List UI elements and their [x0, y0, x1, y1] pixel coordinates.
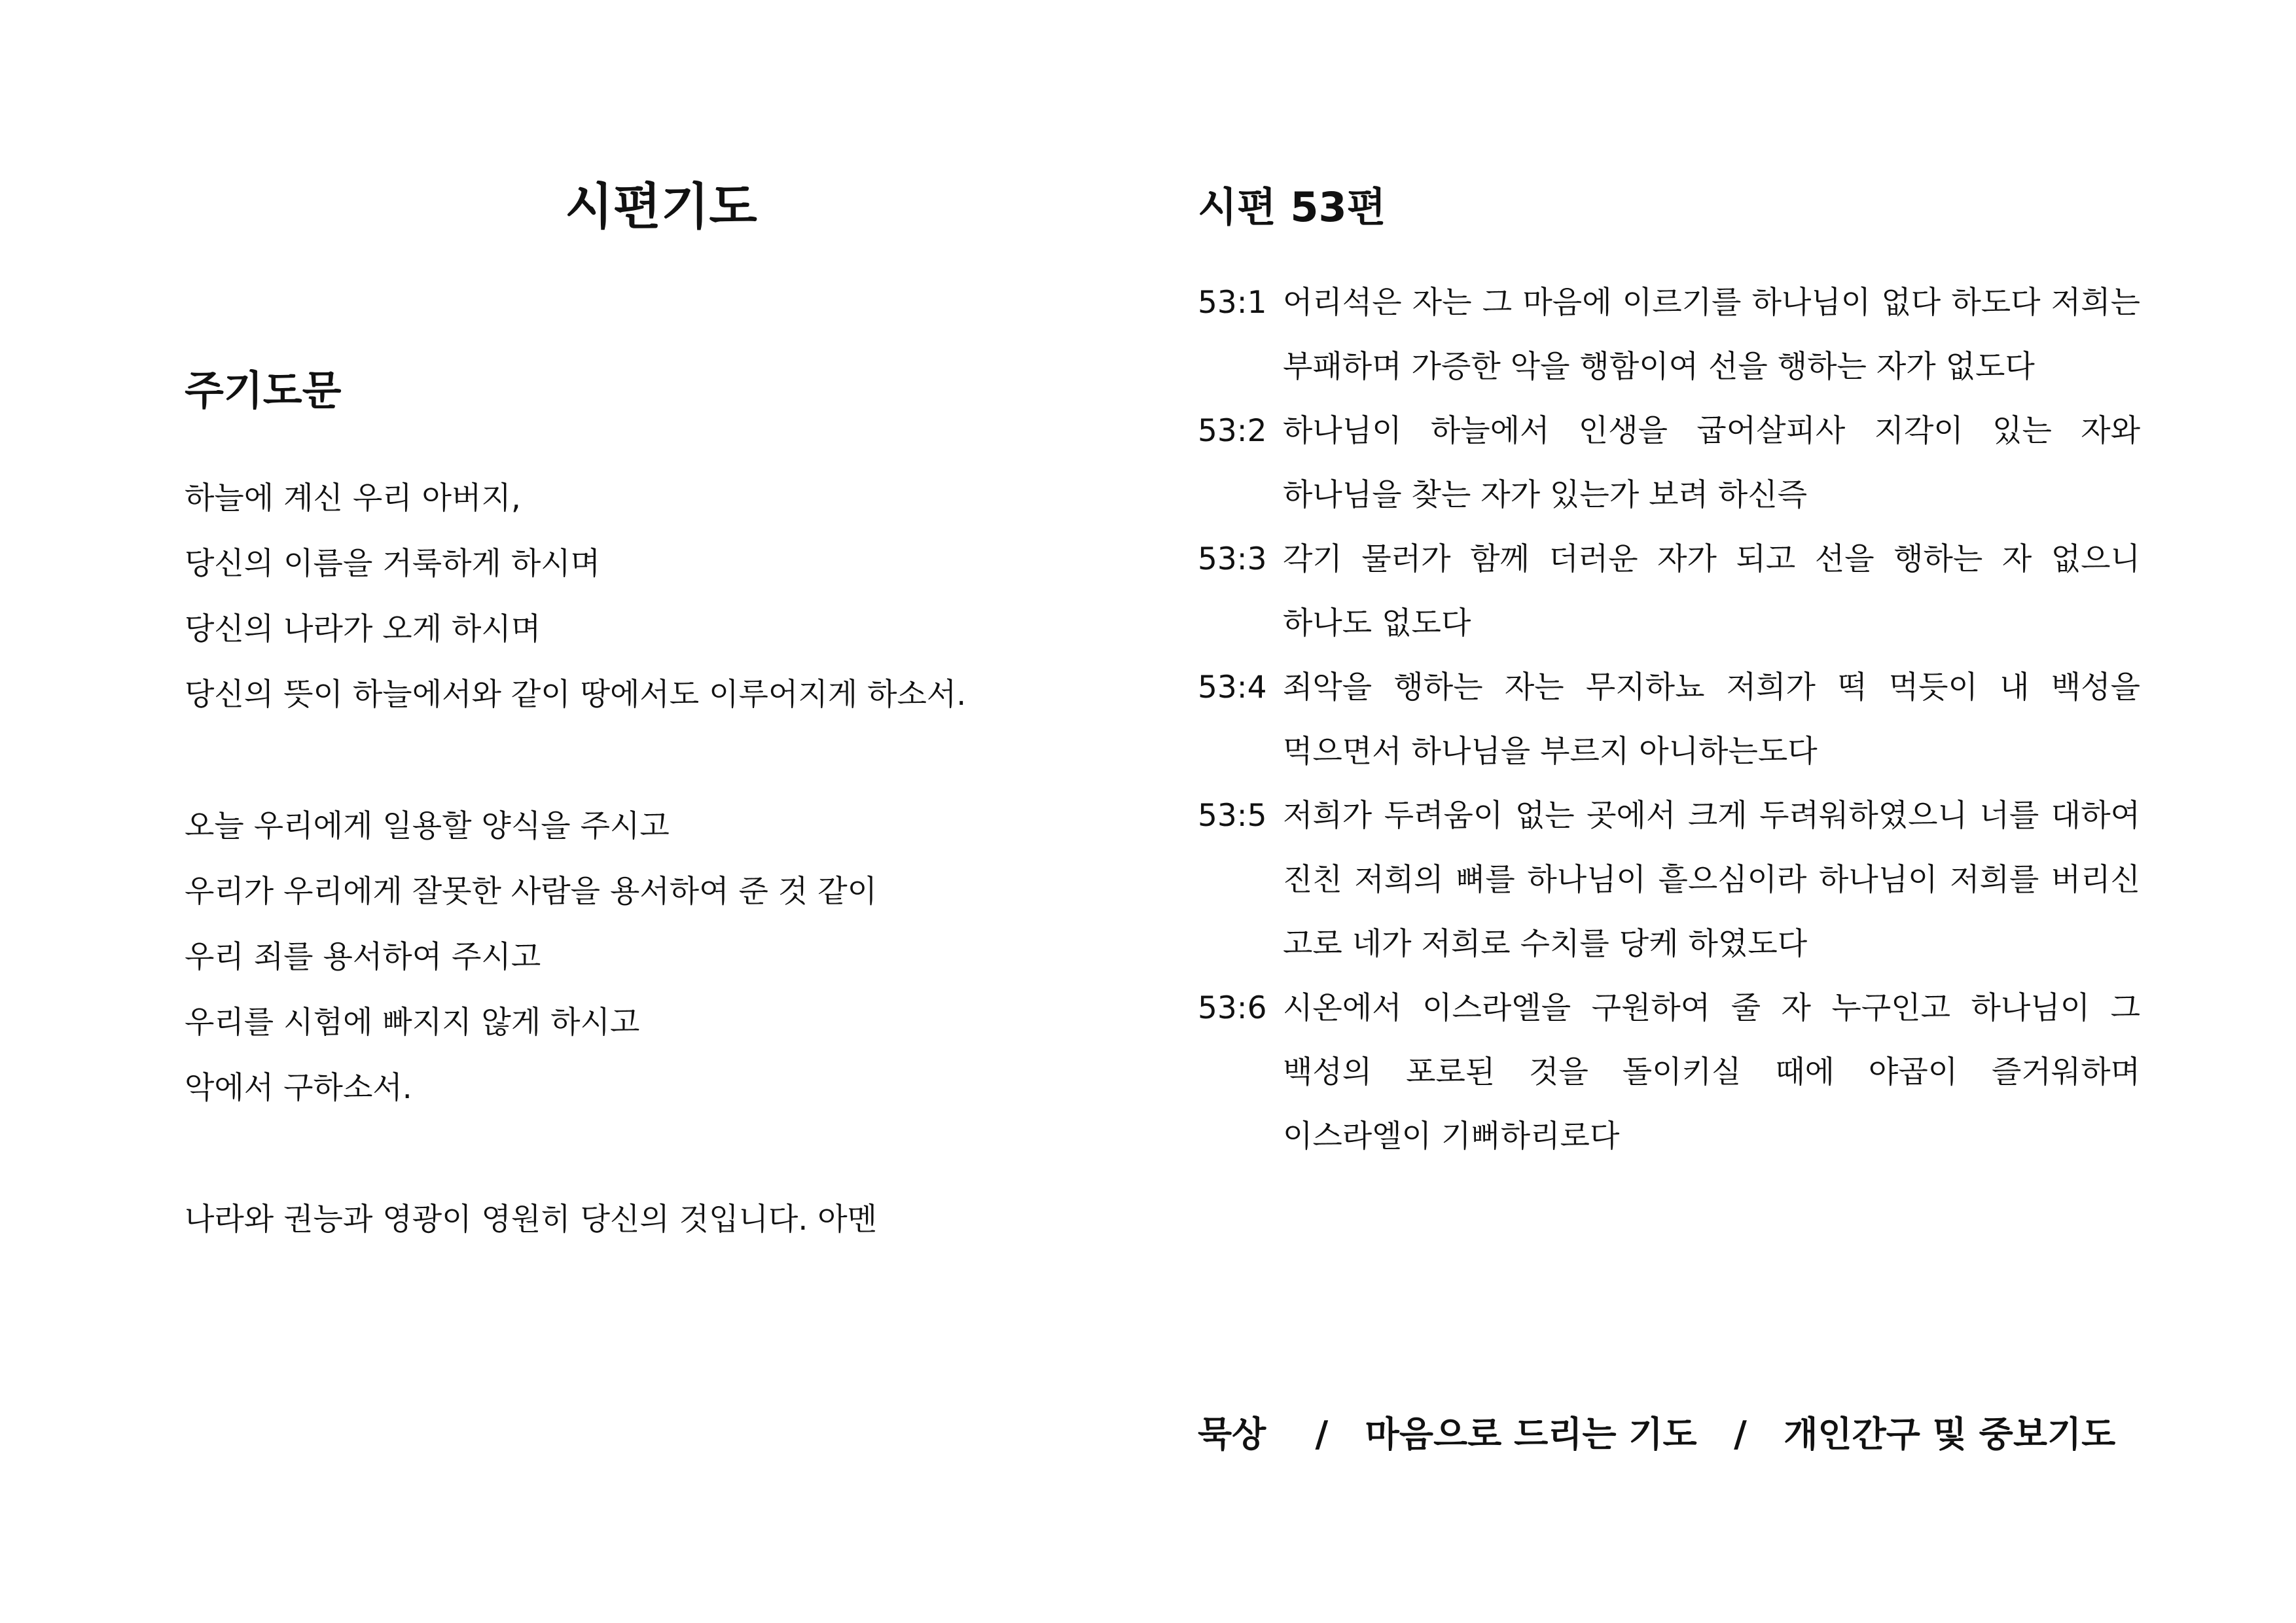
psalm-title: 시편 53편: [1198, 183, 1386, 231]
verse-text: 시온에서 이스라엘을 구원하여 줄 자 누구인고 하나님이 그 백성의 포로된 것을 돌이키실 때에 야곱이 즐거워하며 이스라엘이 기뻐하리로다: [1283, 990, 2140, 1155]
prayer-line: 악에서 구하소서.: [185, 1070, 412, 1107]
verse-text: 어리석은 자는 그 마음에 이르기를 하나님이 없다 하도다 저희는 부패하며 가증한 악을 행함이여 선을 행하는 자가 없도다: [1283, 285, 2140, 385]
psalm-section: [1198, 183, 2140, 1169]
verse-number: 53:3: [1198, 541, 1267, 578]
verse-text: 저희가 두려움이 없는 곳에서 크게 두려워하였으니 너를 대하여 진친 저희의 뼈를 하나님이 흩으심이라 하나님이 저희를 버리신 고로 네가 저희로 수치를 당케 하였도다: [1283, 798, 2140, 963]
section-heading: 주기도문: [185, 366, 342, 414]
verse-number: 53:2: [1198, 413, 1267, 450]
paragraph-gap: [185, 1121, 1114, 1187]
prayer-line: 당신의 나라가 오게 하시며: [185, 611, 541, 648]
prayer-line: 나라와 권능과 영광이 영원히 당신의 것입니다. 아멘: [185, 1202, 878, 1238]
lords-prayer-section: [185, 366, 1114, 1253]
footer-prayer-order: 묵상 / 마음으로 드리는 기도 / 개인간구 및 중보기도: [1198, 1414, 2116, 1455]
prayer-line: 하늘에 계신 우리 아버지,: [185, 480, 521, 517]
verse: [1198, 527, 2140, 656]
prayer-block-3: [185, 1187, 1114, 1253]
verse: [1198, 271, 2140, 399]
verse-text: 하나님이 하늘에서 인생을 굽어살피사 지각이 있는 자와 하나님을 찾는 자가 있는가 보려 하신즉: [1283, 413, 2140, 514]
verse: [1198, 656, 2140, 784]
verse-text: 각기 물러가 함께 더러운 자가 되고 선을 행하는 자 없으니 하나도 없도다: [1283, 541, 2140, 642]
prayer-block-1: [185, 466, 1114, 728]
prayer-line: 당신의 뜻이 하늘에서와 같이 땅에서도 이루어지게 하소서.: [185, 677, 967, 713]
verse-number: 53:4: [1198, 669, 1267, 706]
page-title: 시편기도: [565, 177, 757, 236]
verse-text: 죄악을 행하는 자는 무지하뇨 저희가 떡 먹듯이 내 백성을 먹으면서 하나님을 부르지 아니하는도다: [1283, 669, 2140, 770]
prayer-line: 우리가 우리에게 잘못한 사람을 용서하여 준 것 같이: [185, 874, 878, 910]
prayer-line: 우리를 시험에 빠지지 않게 하시고: [185, 1005, 640, 1041]
verse-number: 53:1: [1198, 285, 1267, 321]
prayer-block-2: [185, 794, 1114, 1121]
paragraph-gap: [185, 728, 1114, 794]
verse-number: 53:5: [1198, 798, 1267, 834]
prayer-line: 당신의 이름을 거룩하게 하시며: [185, 546, 601, 582]
prayer-line: 오늘 우리에게 일용할 양식을 주시고: [185, 808, 670, 845]
verse: [1198, 784, 2140, 976]
verse: [1198, 976, 2140, 1169]
prayer-line: 우리 죄를 용서하여 주시고: [185, 939, 541, 976]
verse: [1198, 399, 2140, 527]
verse-number: 53:6: [1198, 990, 1267, 1027]
